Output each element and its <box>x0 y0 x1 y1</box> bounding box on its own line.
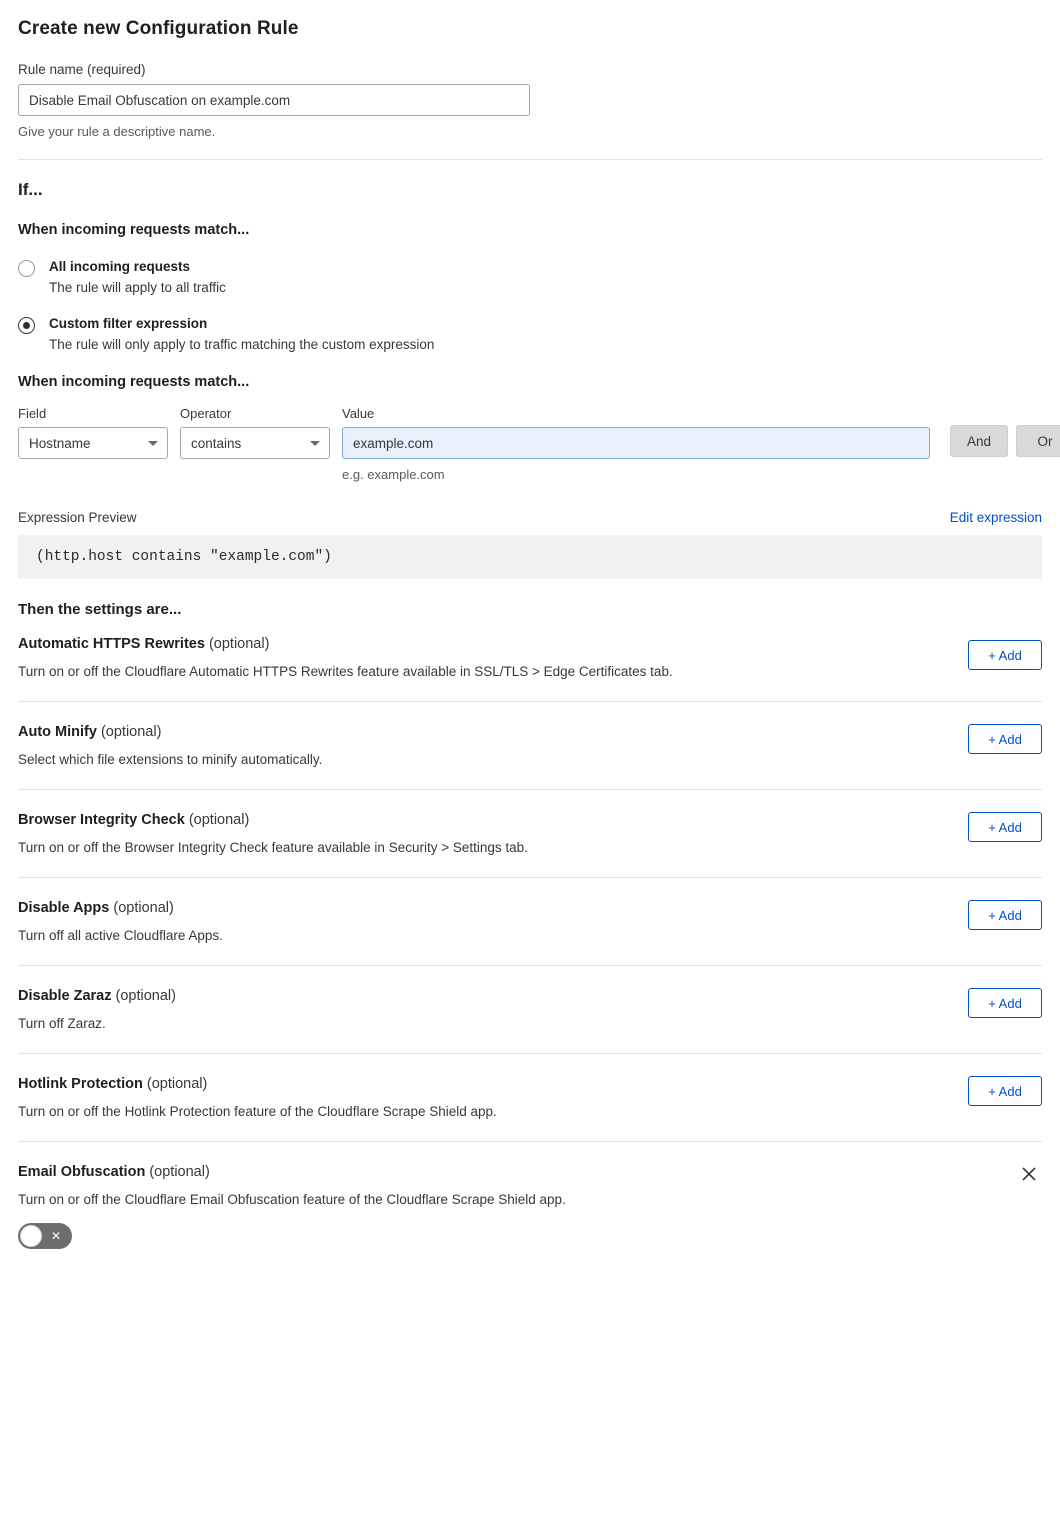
value-input[interactable] <box>342 427 930 459</box>
expression-builder-row <box>18 406 1053 483</box>
setting-title <box>18 812 1042 828</box>
value-hint: e.g. example.com <box>342 467 445 483</box>
optional-suffix: (optional) <box>146 1076 208 1093</box>
email-obfuscation-toggle[interactable] <box>18 1223 72 1249</box>
setting-description: Turn on or off the Browser Integrity Check feature available in Security > Settings tab. <box>18 840 528 856</box>
field-select[interactable] <box>18 427 168 459</box>
setting-description: Turn on or off the Hotlink Protection feature of the Cloudflare Scrape Shield app. <box>18 1104 497 1120</box>
optional-suffix: (optional) <box>149 1164 210 1181</box>
setting-hotlink-protection <box>18 1053 1042 1141</box>
if-section-title: If... <box>18 180 43 199</box>
toggle-off-icon: ✕ <box>50 1229 61 1244</box>
setting-disable-zaraz <box>18 965 1042 1053</box>
then-section-title: Then the settings are... <box>18 601 182 619</box>
optional-suffix: (optional) <box>115 988 176 1005</box>
rule-name-label: Rule name (required) <box>18 62 146 77</box>
setting-auto-minify <box>18 701 1042 789</box>
operator-column <box>180 406 330 459</box>
optional-suffix: (optional) <box>188 812 250 829</box>
radio-all-label: All incoming requests <box>49 259 191 274</box>
field-column <box>18 406 168 459</box>
setting-automatic-https-rewrites <box>18 618 1042 701</box>
field-label: Field <box>18 406 47 422</box>
page-title: Create new Configuration Rule <box>18 18 299 39</box>
optional-suffix: (optional) <box>113 900 174 917</box>
chevron-down-icon <box>148 441 158 446</box>
rule-name-group <box>18 62 1042 139</box>
rule-name-input[interactable] <box>18 84 530 116</box>
setting-description: Turn off all active Cloudflare Apps. <box>18 928 223 944</box>
setting-description: Select which file extensions to minify automatically. <box>18 752 323 768</box>
optional-suffix: (optional) <box>100 724 162 741</box>
add-button[interactable]: + Add <box>968 1076 1042 1106</box>
radio-icon-checked[interactable] <box>18 317 35 334</box>
radio-icon-unchecked[interactable] <box>18 260 35 277</box>
expression-preview-label: Expression Preview <box>18 510 137 526</box>
add-button[interactable]: + Add <box>968 812 1042 842</box>
chevron-down-icon <box>310 441 320 446</box>
setting-browser-integrity-check <box>18 789 1042 877</box>
match-heading: When incoming requests match... <box>18 222 250 238</box>
setting-title <box>18 988 1042 1004</box>
operator-select[interactable] <box>180 427 330 459</box>
setting-email-obfuscation <box>18 1141 1042 1271</box>
setting-title <box>18 636 1042 652</box>
setting-title <box>18 1164 1042 1180</box>
radio-custom-label: Custom filter expression <box>49 316 208 332</box>
builder-heading: When incoming requests match... <box>18 374 250 391</box>
setting-name: Browser Integrity Check <box>18 812 185 829</box>
value-label: Value <box>342 406 375 422</box>
optional-suffix: (optional) <box>208 636 270 653</box>
setting-description: Turn on or off the Cloudflare Automatic HTTPS Rewrites feature available in SSL/TLS > Edge Certificates tab. <box>18 664 673 680</box>
divider <box>18 159 1042 160</box>
expression-preview-box: (http.host contains "example.com") <box>18 535 1042 579</box>
setting-description: Turn on or off the Cloudflare Email Obfuscation feature of the Cloudflare Scrape Shield app. <box>18 1192 566 1208</box>
setting-name: Email Obfuscation <box>18 1164 146 1181</box>
close-icon[interactable] <box>1018 1164 1040 1186</box>
add-button[interactable]: + Add <box>968 640 1042 670</box>
toggle-knob <box>20 1225 42 1247</box>
setting-description: Turn off Zaraz. <box>18 1016 106 1032</box>
setting-title <box>18 724 1042 740</box>
or-button[interactable]: Or <box>1016 425 1060 457</box>
setting-name: Disable Zaraz <box>18 988 112 1005</box>
setting-name: Automatic HTTPS Rewrites <box>18 636 205 653</box>
radio-all-incoming-requests[interactable] <box>18 258 1042 295</box>
setting-title <box>18 900 1042 916</box>
value-column <box>342 406 930 482</box>
operator-label: Operator <box>180 406 232 422</box>
setting-disable-apps <box>18 877 1042 965</box>
setting-name: Disable Apps <box>18 900 110 917</box>
setting-title <box>18 1076 1042 1092</box>
expression-preview-header <box>18 510 1042 525</box>
edit-expression-link[interactable]: Edit expression <box>949 510 1042 526</box>
operator-select-value: contains <box>191 435 242 451</box>
rule-name-help: Give your rule a descriptive name. <box>18 124 216 139</box>
add-button[interactable]: + Add <box>968 724 1042 754</box>
radio-custom-filter-expression[interactable] <box>18 315 1042 352</box>
radio-custom-desc: The rule will only apply to traffic matching the custom expression <box>49 337 435 353</box>
setting-name: Auto Minify <box>18 724 97 741</box>
radio-all-desc: The rule will apply to all traffic <box>49 280 226 296</box>
setting-name: Hotlink Protection <box>18 1076 143 1093</box>
add-button[interactable]: + Add <box>968 900 1042 930</box>
and-button[interactable]: And <box>950 425 1008 457</box>
add-button[interactable]: + Add <box>968 988 1042 1018</box>
field-select-value: Hostname <box>29 435 91 451</box>
